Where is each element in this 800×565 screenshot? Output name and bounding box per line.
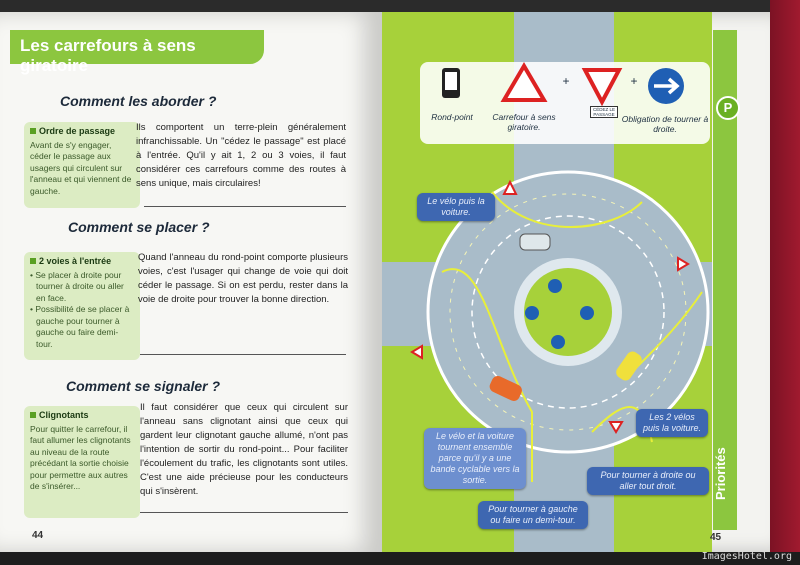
section-heading-aborder: Comment les aborder ?	[60, 93, 217, 109]
legend-label-obligation: Obligation de tourner à droite.	[621, 114, 709, 134]
yield-sign-icon	[585, 70, 619, 102]
section-body-placer: Quand l'anneau du rond-point comporte plusieurs voies, c'est l'usager qui change de voie qui doit céder le passage. Si on est perdu, rester dans la voie de droite pour trouver la bonne direction.	[138, 252, 348, 305]
car-white	[520, 234, 550, 250]
mandatory-direction-icon	[551, 335, 565, 349]
chapter-title-bar	[10, 30, 264, 75]
divider	[140, 512, 348, 513]
mandatory-direction-icon	[525, 306, 539, 320]
sidebox-title: Clignotants	[39, 410, 89, 420]
roundabout-warning-sign-icon	[504, 66, 544, 100]
callout-bubble: Pour tourner à gauche ou faire un demi-tour.	[478, 501, 588, 529]
priority-badge: P	[716, 96, 740, 120]
sidebox-title: Ordre de passage	[39, 126, 116, 136]
sidebox-text: Pour quitter le carrefour, il faut allumer les clignotants au niveau de la route précédant la sortie choisie pour permettre aux autres de s'insérer...	[30, 423, 131, 491]
section-heading-signaler: Comment se signaler ?	[66, 378, 221, 394]
chapter-side-label: Priorités	[713, 447, 728, 500]
sidebox-ordre-de-passage	[24, 122, 140, 208]
top-edge	[0, 0, 800, 12]
legend-label-rond-point: Rond-point	[431, 112, 473, 122]
section-heading-placer: Comment se placer ?	[68, 219, 210, 235]
watermark: ImagesHotel.org	[701, 551, 792, 562]
section-body-signaler: Il faut considérer que ceux qui circulent sur l'anneau sans clignotant ainsi que ceux qui gardent leur clignotant gauche allumé, n'ont pas l'intention de sortir du rond-point... Pour faciliter l'écoulement du trafic, les clignotants sont utiles. C'est une aide précieuse pour les conducteurs qui s'insèrent.	[140, 402, 348, 497]
sidebox-text: Avant de s'y engager, céder le passage aux usagers qui circulent sur l'anneau et qui viennent de gauche.	[30, 139, 132, 196]
book-cover-edge	[770, 0, 800, 565]
divider	[144, 206, 346, 207]
sidebox-list-item: • Se placer à droite pour tourner à droite ou aller en face.	[30, 269, 124, 303]
divider	[140, 354, 346, 355]
sidebox-list-item: • Possibilité de se placer à gauche pour tourner à gauche ou faire demi-tour.	[30, 304, 130, 349]
sidebox-clignotants	[24, 406, 140, 518]
sign-legend	[420, 62, 710, 144]
legend-sign-caption: CÉDEZ LE PASSAGE	[590, 106, 618, 118]
callout-bubble: Le vélo et la voiture tournent ensemble parce qu'il y a une bande cyclable vers la sortie.	[424, 428, 526, 489]
callout-bubble: Pour tourner à droite ou aller tout droit.	[587, 467, 709, 495]
bottom-edge	[0, 552, 800, 565]
legend-plus: +	[630, 74, 638, 88]
legend-plus: +	[562, 74, 570, 88]
sidebox-title: 2 voies à l'entrée	[39, 256, 112, 266]
chapter-title: Les carrefours à sens giratoire	[20, 36, 196, 75]
callout-bubble: Les 2 vélos puis la voiture.	[636, 409, 708, 437]
sidebox-2-voies	[24, 252, 140, 360]
mandatory-direction-icon	[580, 306, 594, 320]
page-number-right: 45	[710, 532, 722, 543]
section-body-aborder: Ils comportent un terre-plein généralement infranchissable. Un "cédez le passage" est placé à l'entrée. Qu'il y ait 1, 2 ou 3 voies, il faut considérer ces carrefours comme des routes à sens unique, mais circulaires!	[136, 122, 346, 189]
page-number-left: 44	[32, 530, 44, 541]
mandatory-direction-icon	[548, 279, 562, 293]
legend-label-carrefour: Carrefour à sens giratoire.	[492, 112, 556, 132]
callout-bubble: Le vélo puis la voiture.	[417, 193, 495, 221]
